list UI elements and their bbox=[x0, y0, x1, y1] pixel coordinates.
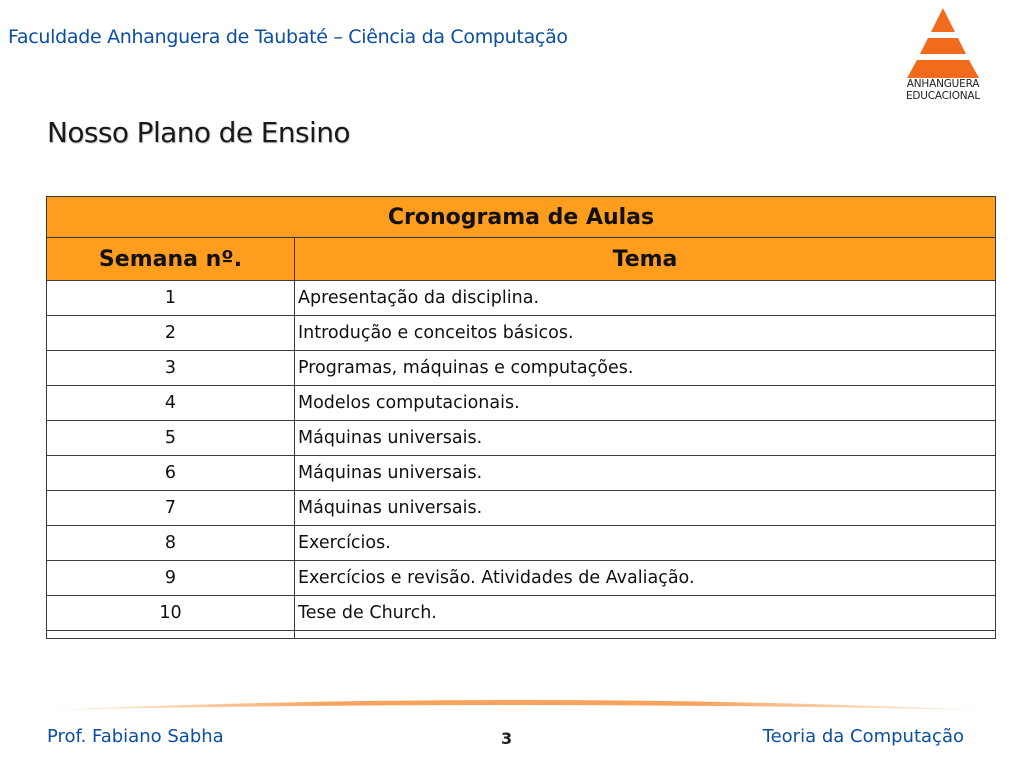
table-row bbox=[47, 491, 996, 526]
theme-cell: Máquinas universais. bbox=[295, 456, 996, 491]
schedule-table-container bbox=[46, 196, 996, 637]
institution-header: Faculdade Anhanguera de Taubaté – Ciência da Computação bbox=[8, 26, 568, 48]
week-cell: 1 bbox=[47, 281, 295, 316]
table-row bbox=[47, 526, 996, 561]
schedule-table bbox=[46, 196, 996, 639]
week-cell: 9 bbox=[47, 561, 295, 596]
week-cell: 5 bbox=[47, 421, 295, 456]
week-cell: 2 bbox=[47, 316, 295, 351]
theme-cell: Modelos computacionais. bbox=[295, 386, 996, 421]
logo-text-line2: EDUCACIONAL bbox=[905, 90, 981, 102]
theme-cell: Apresentação da disciplina. bbox=[295, 281, 996, 316]
table-caption-row bbox=[47, 197, 996, 238]
table-row bbox=[47, 386, 996, 421]
week-cell: 3 bbox=[47, 351, 295, 386]
table-caption: Cronograma de Aulas bbox=[47, 197, 996, 238]
theme-cell: Máquinas universais. bbox=[295, 491, 996, 526]
week-cell: 6 bbox=[47, 456, 295, 491]
page-number: 3 bbox=[501, 729, 513, 748]
theme-cell: Programas, máquinas e computações. bbox=[295, 351, 996, 386]
table-row bbox=[47, 421, 996, 456]
anhanguera-logo bbox=[890, 6, 996, 116]
week-column-header: Semana nº. bbox=[47, 238, 295, 281]
theme-cell: Máquinas universais. bbox=[295, 421, 996, 456]
trailing-cell bbox=[47, 631, 295, 639]
week-cell: 8 bbox=[47, 526, 295, 561]
theme-cell: Tese de Church. bbox=[295, 596, 996, 631]
table-row bbox=[47, 281, 996, 316]
table-row bbox=[47, 351, 996, 386]
footer-divider bbox=[46, 696, 981, 712]
logo-text-line1: ANHANGUERA bbox=[906, 78, 980, 90]
anhanguera-triangle-logo-icon bbox=[905, 6, 981, 78]
table-row bbox=[47, 456, 996, 491]
week-cell: 7 bbox=[47, 491, 295, 526]
theme-cell: Introdução e conceitos básicos. bbox=[295, 316, 996, 351]
table-row bbox=[47, 316, 996, 351]
theme-cell: Exercícios e revisão. Atividades de Avaliação. bbox=[295, 561, 996, 596]
theme-column-header: Tema bbox=[295, 238, 996, 281]
table-row bbox=[47, 596, 996, 631]
table-header-row bbox=[47, 238, 996, 281]
theme-cell: Exercícios. bbox=[295, 526, 996, 561]
trailing-cell bbox=[295, 631, 996, 639]
week-cell: 10 bbox=[47, 596, 295, 631]
table-trailing-row bbox=[47, 631, 996, 639]
course-name: Teoria da Computação bbox=[762, 726, 964, 747]
slide-title: Nosso Plano de Ensino bbox=[47, 116, 350, 149]
table-row bbox=[47, 561, 996, 596]
professor-name: Prof. Fabiano Sabha bbox=[47, 726, 224, 747]
week-cell: 4 bbox=[47, 386, 295, 421]
